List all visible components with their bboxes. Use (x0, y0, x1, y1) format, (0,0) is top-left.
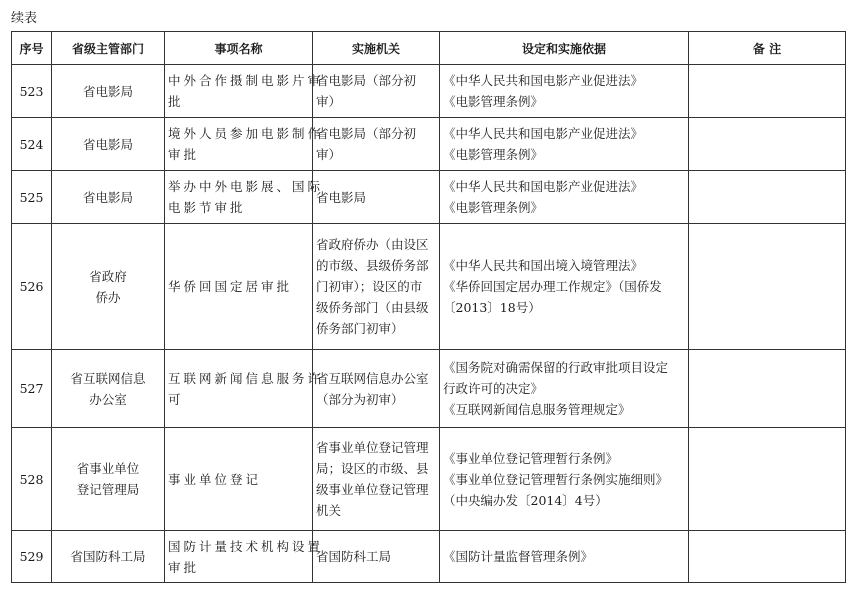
serial-number-cell: 523 (12, 65, 52, 118)
agency-cell (313, 224, 440, 350)
agency-cell-line: 审） (316, 94, 342, 109)
table-row (12, 65, 846, 118)
legal-basis-cell-line: 行政许可的决定》 (443, 381, 544, 396)
agency-cell-line: 省互联网信息办公室 (316, 370, 429, 386)
agency-cell (313, 171, 440, 224)
table-row (12, 118, 846, 171)
department-cell (52, 350, 165, 428)
serial-number-cell: 524 (12, 118, 52, 171)
item-name-cell-line: 审批 (168, 147, 200, 162)
remarks-cell (689, 118, 846, 171)
agency-cell-line: 省电影局（部分初 (316, 73, 417, 88)
department-cell-line: 省电影局 (82, 136, 133, 152)
department-cell-line: 省政府 (89, 268, 127, 284)
department-cell-line: 省事业单位 (76, 461, 140, 476)
legal-basis-cell-line: 《电影管理条例》 (443, 200, 544, 215)
remarks-cell (689, 65, 846, 118)
table-row (12, 428, 846, 531)
agency-cell (313, 531, 440, 583)
agency-cell-line: 省事业单位登记管理 (316, 440, 429, 455)
item-name-cell-line: 中外合作摄制电影片审 (168, 73, 324, 88)
item-name-cell-line: 批 (168, 94, 184, 109)
legal-basis-cell-line: 《中华人民共和国出境入境管理法》 (443, 258, 644, 273)
department-cell-line: 登记管理局 (76, 482, 140, 497)
item-name-cell (165, 531, 324, 583)
table-row (12, 350, 846, 428)
header-agency: 实施机关 (313, 32, 440, 65)
legal-basis-cell (440, 428, 689, 531)
legal-basis-cell-line: 〔2013〕18号） (443, 300, 541, 315)
table-row (12, 171, 846, 224)
legal-basis-cell (440, 65, 689, 118)
item-name-cell (165, 118, 324, 171)
header-department: 省级主管部门 (52, 32, 165, 65)
legal-basis-cell-line: 《中华人民共和国电影产业促进法》 (443, 73, 644, 88)
header-item-name: 事项名称 (165, 32, 313, 65)
agency-cell-line: 机关 (316, 503, 342, 518)
agency-cell (313, 118, 440, 171)
department-cell (52, 224, 165, 350)
agency-cell-line: 省电影局 (316, 189, 367, 205)
legal-basis-cell (440, 350, 689, 428)
agency-cell-line: 省政府侨办（由设区 (316, 237, 429, 252)
serial-number-cell: 528 (12, 428, 52, 531)
agency-cell-line: 级侨务部门（由县级 (316, 300, 429, 315)
remarks-cell (689, 428, 846, 531)
serial-number-cell: 525 (12, 171, 52, 224)
agency-cell-line: 侨务部门初审） (316, 321, 404, 336)
legal-basis-cell (440, 531, 689, 583)
item-name-cell-line: 境外人员参加电影制作 (168, 126, 324, 141)
legal-basis-cell-line: 《事业单位登记管理暂行条例》 (443, 450, 619, 466)
agency-cell-line: 审） (316, 147, 342, 162)
legal-basis-cell-line: （中央编办发〔2014〕4号） (443, 492, 608, 508)
item-name-cell-line: 互联网新闻信息服务许 (168, 370, 324, 386)
header-remarks: 备 注 (689, 32, 846, 65)
header-serial-number: 序号 (12, 32, 52, 65)
item-name-cell-line: 电影节审批 (168, 200, 246, 215)
agency-cell-line: 门初审）；设区的市 (316, 279, 423, 294)
item-name-cell-line: 可 (168, 391, 184, 407)
department-cell (52, 118, 165, 171)
table-caption: 续表 (11, 11, 38, 26)
table-row (12, 224, 846, 350)
serial-number-cell: 526 (12, 224, 52, 350)
approval-items-table (11, 31, 846, 583)
item-name-cell-line: 举办中外电影展、国际 (168, 179, 324, 194)
item-name-cell-line: 国防计量技术机构设置 (168, 538, 324, 554)
legal-basis-cell (440, 118, 689, 171)
department-cell (52, 428, 165, 531)
legal-basis-cell-line: 《中华人民共和国电影产业促进法》 (443, 126, 644, 141)
legal-basis-cell-line: 《电影管理条例》 (443, 147, 544, 162)
legal-basis-cell-line: 《事业单位登记管理暂行条例实施细则》 (443, 471, 669, 487)
agency-cell-line: 的市级、县级侨务部 (316, 258, 429, 273)
item-name-cell-line: 华侨回国定居审批 (168, 279, 293, 294)
agency-cell (313, 65, 440, 118)
agency-cell (313, 428, 440, 531)
agency-cell-line: 级事业单位登记管理 (316, 482, 429, 497)
item-name-cell (165, 171, 324, 224)
remarks-cell (689, 171, 846, 224)
table-row (12, 531, 846, 583)
table-header-row (12, 32, 846, 65)
agency-cell (313, 350, 440, 428)
department-cell-line: 办公室 (89, 391, 127, 407)
item-name-cell-line: 审批 (168, 559, 200, 575)
department-cell-line: 省国防科工局 (70, 549, 146, 564)
department-cell-line: 省电影局 (82, 189, 133, 205)
item-name-cell (165, 350, 324, 428)
department-cell-line: 省电影局 (82, 83, 133, 99)
remarks-cell (689, 224, 846, 350)
serial-number-cell: 527 (12, 350, 52, 428)
agency-cell-line: 省电影局（部分初 (316, 126, 417, 141)
legal-basis-cell-line: 《电影管理条例》 (443, 94, 544, 109)
header-legal-basis: 设定和实施依据 (440, 32, 689, 65)
legal-basis-cell (440, 224, 689, 350)
legal-basis-cell-line: 《华侨回国定居办理工作规定》（国侨发 (443, 279, 662, 294)
agency-cell-line: 局；设区的市级、县 (316, 461, 429, 476)
legal-basis-cell-line: 《中华人民共和国电影产业促进法》 (443, 179, 644, 194)
item-name-cell-line: 事业单位登记 (168, 471, 262, 487)
serial-number-cell: 529 (12, 531, 52, 583)
item-name-cell (165, 428, 313, 531)
agency-cell-line: （部分为初审） (316, 391, 404, 407)
department-cell-line: 侨办 (95, 289, 121, 305)
legal-basis-cell-line: 《国务院对确需保留的行政审批项目设定 (443, 360, 669, 375)
agency-cell-line: 省国防科工局 (316, 549, 392, 564)
legal-basis-cell-line: 《国防计量监督管理条例》 (443, 549, 594, 564)
legal-basis-cell-line: 《互联网新闻信息服务管理规定》 (443, 402, 631, 417)
department-cell (52, 65, 165, 118)
legal-basis-cell (440, 171, 689, 224)
department-cell (52, 171, 165, 224)
department-cell (52, 531, 165, 583)
remarks-cell (689, 350, 846, 428)
remarks-cell (689, 531, 846, 583)
item-name-cell (165, 224, 313, 350)
item-name-cell (165, 65, 324, 118)
department-cell-line: 省互联网信息 (70, 370, 146, 386)
